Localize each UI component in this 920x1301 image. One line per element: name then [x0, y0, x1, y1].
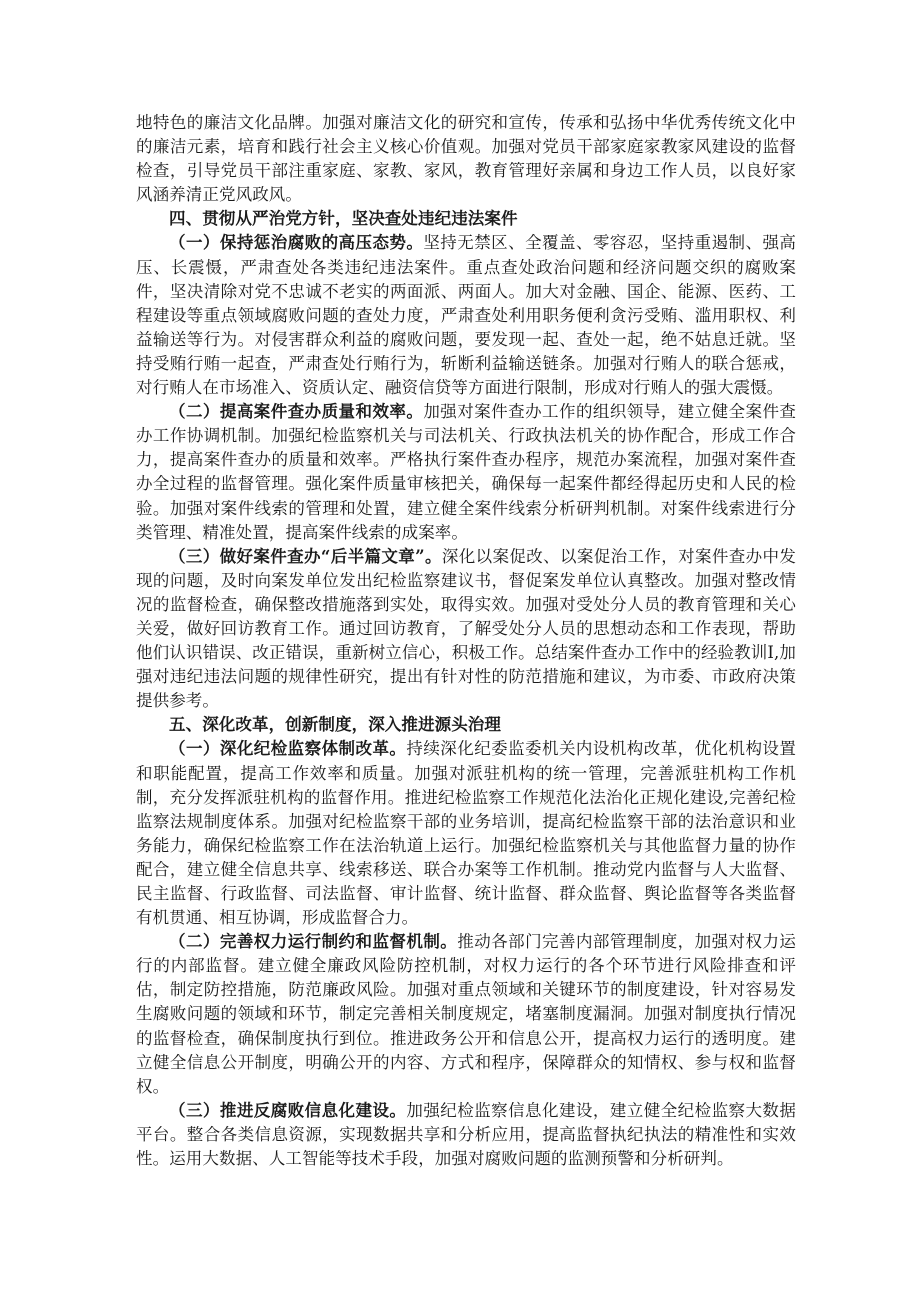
paragraph-text: 持续深化纪委监委机关内设机构改革，优化机构设置和职能配置，提高工作效率和质量。加强对派驻机构的统一管理，完善派驻机构工作机制，充分发挥派驻机构的监督作用。推进纪检监察工作规范化法治化正规化建设,完善纪检监察法规制度体系。加强对纪检监察干部的业务培训，提高纪检监察干部的法治意识和业务能力，确保纪检监察工作在法治轨道上运行。加强纪检监察机关与其他监督力量的协作配合，建立健全信息共享、线索移送、联合办案等工作机制。推动党内监督与人大监督、民主监督、行政监督、司法监督、审计监督、统计监督、群众监督、舆论监督等各类监督有机贯通、相互协调，形成监督合力。 [136, 739, 796, 928]
subsection-title: （一）保持惩治腐败的高压态势。 [169, 233, 424, 253]
subsection-title: （三）推进反腐败信息化建设。 [169, 1100, 407, 1120]
paragraph-text: 加强纪检监察信息化建设，建立健全纪检监察大数据平台。整合各类信息资源，实现数据共享和分析应用，提高监督执纪执法的精准性和实效性。运用大数据、人工智能等技术手段，加强对腐败问题的监测预警和分析研判。 [136, 1100, 796, 1169]
paragraph-5-1 [136, 737, 796, 930]
paragraph-4-1 [136, 231, 796, 400]
subsection-title: （二）提高案件查办质量和效率。 [169, 402, 424, 422]
paragraph-text: 坚持无禁区、全覆盖、零容忍，坚持重遏制、强高压、长震慑，严肃查处各类违纪违法案件。重点查处政治问题和经济问题交织的腐败案件，坚决清除对党不忠诚不老实的两面派、两面人。加大对金融、国企、能源、医药、工程建设等重点领域腐败问题的查处力度，严肃查处利用职务便利贪污受贿、滥用职权、利益输送等行为。对侵害群众利益的腐败问题，要发现一起、查处一起，绝不姑息迁就。坚持受贿行贿一起查，严肃查处行贿行为，斩断利益输送链条。加强对行贿人的联合惩戒，对行贿人在市场准入、资质认定、融资信贷等方面进行限制，形成对行贿人的强大震慑。 [136, 233, 797, 398]
section-heading-5: 五、深化改革，创新制度，深入推进源头治理 [169, 715, 501, 735]
paragraph-5-3 [136, 1099, 796, 1171]
paragraph-text: 推动各部门完善内部管理制度，加强对权力运行的内部监督。建立健全廉政风险防控机制，对权力运行的各个环节进行风险排查和评估，制定防控措施，防范廉政风险。加强对重点领域和关键环节的制度建设，针对容易发生腐败问题的领域和环节，制定完善相关制度规定，堵塞制度漏洞。加强对制度执行情况的监督检查，确保制度执行到位。推进政务公开和信息公开，提高权力运行的透明度。建立健全信息公开制度，明确公开的内容、方式和程序，保障群众的知情权、参与权和监督权。 [136, 932, 797, 1096]
subsection-title: （三）做好案件查办“后半篇文章”。 [169, 546, 442, 566]
paragraph-intro-continued [136, 111, 796, 207]
subsection-title: （二）完善权力运行制约和监督机制。 [169, 932, 458, 952]
section-heading-4: 四、贯彻从严治党方针，坚决查处违纪违法案件 [169, 209, 518, 229]
subsection-title: （一）深化纪检监察体制改革。 [169, 739, 407, 759]
paragraph-4-2 [136, 400, 796, 545]
paragraph-5-2 [136, 930, 796, 1099]
paragraph-text: 加强对案件查办工作的组织领导，建立健全案件查办工作协调机制。加强纪检监察机关与司法机关、行政执法机关的协作配合，形成工作合力，提高案件查办的质量和效率。严格执行案件查办程序，规范办案流程，加强对案件查办全过程的监督管理。强化案件质量审核把关，确保每一起案件都经得起历史和人民的检验。加强对案件线索的管理和处置，建立健全案件线索分析研判机制。对案件线索进行分类管理、精准处置，提高案件线索的成案率。 [136, 402, 797, 542]
paragraph-4-3 [136, 545, 796, 714]
document-page [136, 111, 796, 1171]
paragraph-text: 地特色的廉洁文化品牌。加强对廉洁文化的研究和宣传，传承和弘扬中华优秀传统文化中的廉洁元素，培育和践行社会主义核心价值观。加强对党员干部家庭家教家风建设的监督检查，引导党员干部注重家庭、家教、家风，教育管理好亲属和身边工作人员，以良好家风涵养清正党风政风。 [136, 113, 796, 205]
paragraph-text: 深化以案促改、以案促治工作，对案件查办中发现的问题，及时向案发单位发出纪检监察建议书，督促案发单位认真整改。加强对整改情况的监督检查，确保整改措施落到实处，取得实效。加强对受处分人员的教育管理和关心关爱，做好回访教育工作。通过回访教育，了解受处分人员的思想动态和工作表现，帮助他们认识错误、改正错误，重新树立信心，积极工作。总结案件查办工作中的经验教训I,加强对违纪违法问题的规律性研究，提出有针对性的防范措施和建议，为市委、市政府决策提供参考。 [136, 546, 796, 711]
